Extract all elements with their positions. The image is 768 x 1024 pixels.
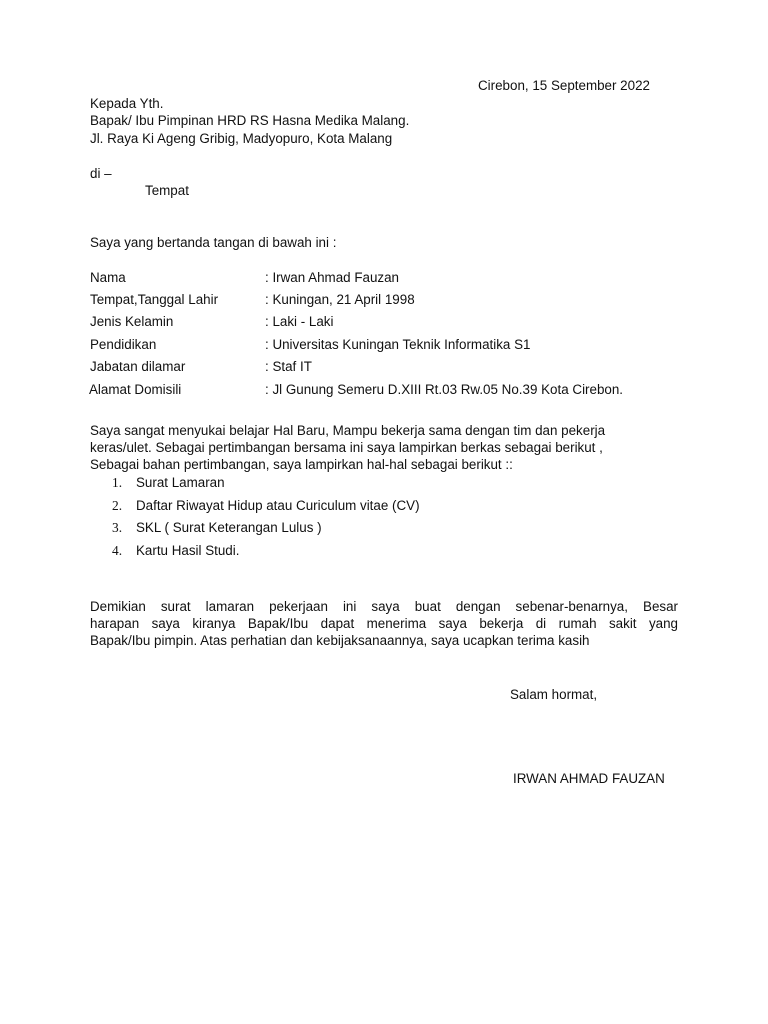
body-line: Sebagai bahan pertimbangan, saya lampirkan hal-hal sebagai berikut :: xyxy=(90,457,513,472)
letter-date: Cirebon, 15 September 2022 xyxy=(478,78,650,93)
opening-sentence: Saya yang bertanda tangan di bawah ini : xyxy=(90,235,337,250)
list-item-number: 1. xyxy=(112,475,123,490)
closing-line: harapan saya kiranya Bapak/Ibu dapat menerima saya bekerja di rumah sakit yang xyxy=(90,616,678,631)
field-label: Nama xyxy=(90,270,126,285)
field-value: : Staf IT xyxy=(265,359,312,374)
field-value: : Laki - Laki xyxy=(265,314,334,329)
list-item: SKL ( Surat Keterangan Lulus ) xyxy=(136,520,322,535)
field-label: Tempat,Tanggal Lahir xyxy=(90,292,219,307)
field-label: Jabatan dilamar xyxy=(90,359,186,374)
recipient-address: Jl. Raya Ki Ageng Gribig, Madyopuro, Kota Malang xyxy=(90,131,393,146)
closing-line: Bapak/Ibu pimpin. Atas perhatian dan kebijaksanaannya, saya ucapkan terima kasih xyxy=(90,633,590,648)
field-value: : Universitas Kuningan Teknik Informatika S1 xyxy=(265,337,531,352)
body-line: keras/ulet. Sebagai pertimbangan bersama ini saya lampirkan berkas sebagai berikut , xyxy=(90,440,603,455)
field-value: : Irwan Ahmad Fauzan xyxy=(265,270,399,285)
field-label: Alamat Domisili xyxy=(89,382,182,397)
body-paragraph xyxy=(90,422,678,473)
field-label: Pendidikan xyxy=(90,337,157,352)
closing-paragraph xyxy=(90,598,678,649)
list-item-number: 4. xyxy=(112,543,123,558)
field-label: Jenis Kelamin xyxy=(90,314,174,329)
body-line: Saya sangat menyukai belajar Hal Baru, Mampu bekerja sama dengan tim dan pekerja xyxy=(90,423,606,438)
list-item: Kartu Hasil Studi. xyxy=(136,543,240,558)
list-item-number: 2. xyxy=(112,498,123,513)
recipient-greeting: Kepada Yth. xyxy=(90,96,164,111)
list-item: Surat Lamaran xyxy=(136,475,225,490)
closing-line: Demikian surat lamaran pekerjaan ini saya buat dengan sebenar-benarnya, Besar xyxy=(90,599,678,614)
recipient-di: di – xyxy=(90,166,112,181)
recipient-tempat: Tempat xyxy=(145,183,189,198)
recipient-name: Bapak/ Ibu Pimpinan HRD RS Hasna Medika Malang. xyxy=(90,113,410,128)
list-item-number: 3. xyxy=(112,520,123,535)
field-value: : Kuningan, 21 April 1998 xyxy=(265,292,415,307)
list-item: Daftar Riwayat Hidup atau Curiculum vitae (CV) xyxy=(136,498,420,513)
salutation: Salam hormat, xyxy=(510,687,598,702)
signature-name: IRWAN AHMAD FAUZAN xyxy=(513,771,665,786)
field-value: : Jl Gunung Semeru D.XIII Rt.03 Rw.05 No.39 Kota Cirebon. xyxy=(265,382,624,397)
